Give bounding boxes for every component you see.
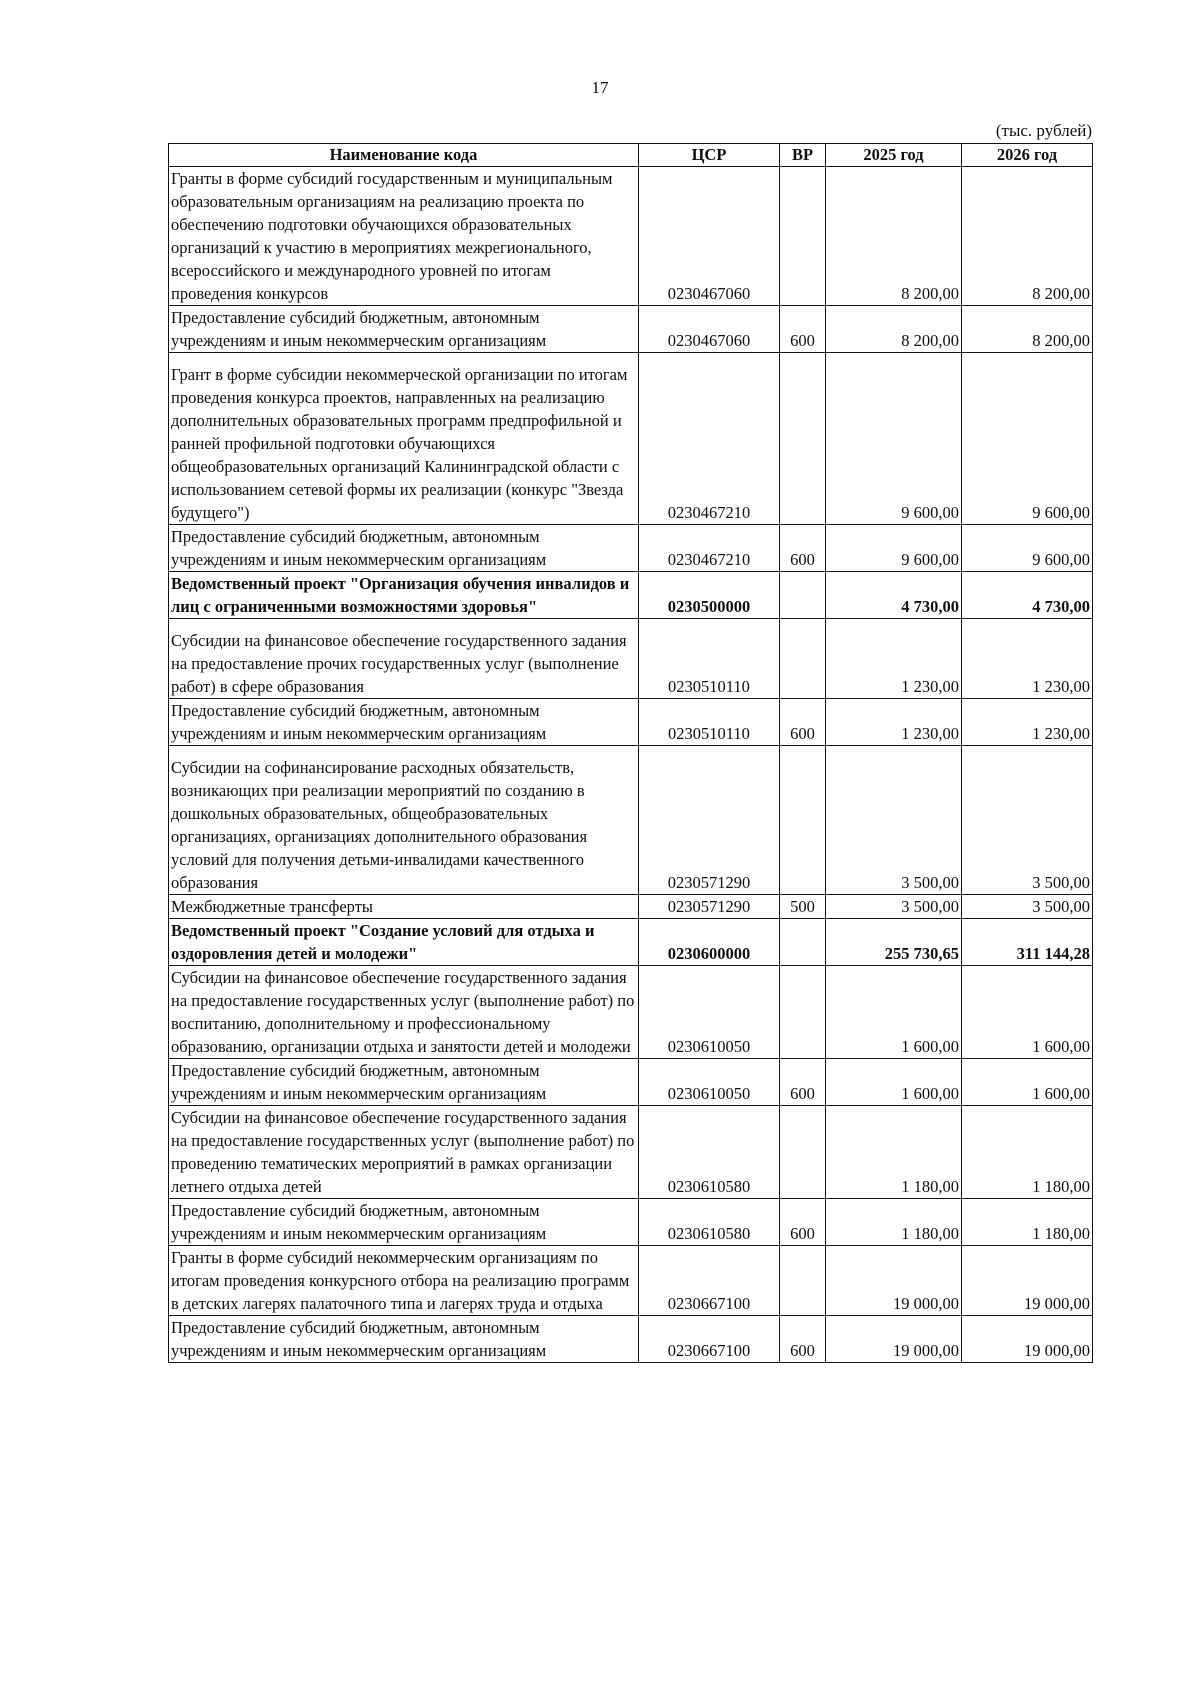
cell-vr: 600 (780, 699, 826, 746)
cell-2026: 4 730,00 (962, 572, 1093, 619)
cell-2026: 9 600,00 (962, 525, 1093, 572)
header-name: Наименование кода (169, 144, 639, 167)
cell-csr: 0230610050 (639, 966, 780, 1059)
cell-vr (780, 353, 826, 525)
cell-csr: 0230600000 (639, 919, 780, 966)
cell-name: Грант в форме субсидии некоммерческой организации по итогам проведения конкурса проектов, направленных на реализацию дополнительных образовательных программ предпрофильной и ранней профильной подготовки обучающихся общеобразовательных организаций Калининградской области с использованием сетевой формы их реализации (конкурс "Звезда будущего") (169, 353, 639, 525)
cell-2025: 8 200,00 (826, 306, 962, 353)
cell-name: Гранты в форме субсидий государственным и муниципальным образовательным организациям на реализацию проекта по обеспечению подготовки обучающихся образовательных организаций к участию в мероприятиях межрегионального, всероссийского и международного уровней по итогам проведения конкурсов (169, 167, 639, 306)
cell-2025: 1 600,00 (826, 1059, 962, 1106)
cell-vr: 600 (780, 1199, 826, 1246)
cell-csr: 0230510110 (639, 619, 780, 699)
cell-name: Предоставление субсидий бюджетным, автономным учреждениям и иным некоммерческим организациям (169, 306, 639, 353)
cell-2025: 1 180,00 (826, 1106, 962, 1199)
cell-csr: 0230467210 (639, 525, 780, 572)
table-row (169, 1316, 1093, 1363)
header-year-2026: 2026 год (962, 144, 1093, 167)
table-row (169, 167, 1093, 306)
cell-2026: 19 000,00 (962, 1316, 1093, 1363)
cell-name: Субсидии на финансовое обеспечение государственного задания на предоставление государственных услуг (выполнение работ) по воспитанию, дополнительному и профессиональному образованию, организации отдыха и занятости детей и молодежи (169, 966, 639, 1059)
table-row (169, 1199, 1093, 1246)
cell-name: Предоставление субсидий бюджетным, автономным учреждениям и иным некоммерческим организациям (169, 699, 639, 746)
cell-name: Субсидии на финансовое обеспечение государственного задания на предоставление государственных услуг (выполнение работ) по проведению тематических мероприятий в рамках организации летнего отдыха детей (169, 1106, 639, 1199)
cell-2025: 19 000,00 (826, 1316, 962, 1363)
cell-vr (780, 167, 826, 306)
table-row (169, 919, 1093, 966)
cell-2025: 1 180,00 (826, 1199, 962, 1246)
cell-2025: 3 500,00 (826, 895, 962, 919)
cell-name: Ведомственный проект "Создание условий для отдыха и оздоровления детей и молодежи" (169, 919, 639, 966)
table-body (169, 167, 1093, 1363)
table-row (169, 619, 1093, 699)
cell-csr: 0230610050 (639, 1059, 780, 1106)
cell-csr: 0230571290 (639, 746, 780, 895)
cell-vr: 600 (780, 525, 826, 572)
cell-vr (780, 966, 826, 1059)
cell-vr: 500 (780, 895, 826, 919)
cell-vr (780, 1106, 826, 1199)
cell-2026: 3 500,00 (962, 746, 1093, 895)
cell-vr (780, 572, 826, 619)
cell-2026: 1 230,00 (962, 619, 1093, 699)
cell-name: Субсидии на софинансирование расходных обязательств, возникающих при реализации мероприятий по созданию в дошкольных образовательных, общеобразовательных организациях, организациях дополнительного образования условий для получения детьми-инвалидами качественного образования (169, 746, 639, 895)
cell-name: Предоставление субсидий бюджетным, автономным учреждениям и иным некоммерческим организациям (169, 1199, 639, 1246)
cell-vr (780, 746, 826, 895)
cell-2025: 255 730,65 (826, 919, 962, 966)
cell-2026: 3 500,00 (962, 895, 1093, 919)
cell-2026: 9 600,00 (962, 353, 1093, 525)
cell-2026: 1 180,00 (962, 1106, 1093, 1199)
cell-2025: 8 200,00 (826, 167, 962, 306)
cell-2025: 1 230,00 (826, 699, 962, 746)
cell-vr (780, 919, 826, 966)
table-row (169, 572, 1093, 619)
table-row (169, 966, 1093, 1059)
cell-name: Ведомственный проект "Организация обучения инвалидов и лиц с ограниченными возможностями здоровья" (169, 572, 639, 619)
cell-csr: 0230667100 (639, 1316, 780, 1363)
cell-csr: 0230571290 (639, 895, 780, 919)
cell-csr: 0230510110 (639, 699, 780, 746)
cell-2026: 8 200,00 (962, 306, 1093, 353)
table-header-row (169, 144, 1093, 167)
cell-csr: 0230467060 (639, 306, 780, 353)
table-row (169, 306, 1093, 353)
cell-vr (780, 619, 826, 699)
header-vr: ВР (780, 144, 826, 167)
cell-csr: 0230667100 (639, 1246, 780, 1316)
cell-csr: 0230467210 (639, 353, 780, 525)
cell-2026: 1 180,00 (962, 1199, 1093, 1246)
cell-vr: 600 (780, 306, 826, 353)
cell-2026: 1 230,00 (962, 699, 1093, 746)
cell-name: Межбюджетные трансферты (169, 895, 639, 919)
header-year-2025: 2025 год (826, 144, 962, 167)
cell-csr: 0230610580 (639, 1199, 780, 1246)
table-row (169, 525, 1093, 572)
table-row (169, 1059, 1093, 1106)
units-label: (тыс. рублей) (995, 121, 1092, 140)
cell-name: Предоставление субсидий бюджетным, автономным учреждениям и иным некоммерческим организациям (169, 1059, 639, 1106)
header-csr: ЦСР (639, 144, 780, 167)
cell-name: Субсидии на финансовое обеспечение государственного задания на предоставление прочих государственных услуг (выполнение работ) в сфере образования (169, 619, 639, 699)
cell-2026: 1 600,00 (962, 966, 1093, 1059)
cell-name: Гранты в форме субсидий некоммерческим организациям по итогам проведения конкурсного отбора на реализацию программ в детских лагерях палаточного типа и лагерях труда и отдыха (169, 1246, 639, 1316)
cell-2025: 9 600,00 (826, 353, 962, 525)
cell-2026: 1 600,00 (962, 1059, 1093, 1106)
page-number: 17 (591, 78, 609, 97)
cell-vr: 600 (780, 1316, 826, 1363)
cell-2025: 19 000,00 (826, 1246, 962, 1316)
cell-csr: 0230500000 (639, 572, 780, 619)
budget-table (168, 143, 1093, 1363)
cell-vr: 600 (780, 1059, 826, 1106)
cell-csr: 0230610580 (639, 1106, 780, 1199)
cell-2026: 19 000,00 (962, 1246, 1093, 1316)
table-row (169, 746, 1093, 895)
table-row (169, 353, 1093, 525)
cell-2025: 4 730,00 (826, 572, 962, 619)
table-row (169, 1246, 1093, 1316)
table-row (169, 1106, 1093, 1199)
table-row (169, 699, 1093, 746)
cell-2026: 311 144,28 (962, 919, 1093, 966)
table-row (169, 895, 1093, 919)
cell-csr: 0230467060 (639, 167, 780, 306)
cell-name: Предоставление субсидий бюджетным, автономным учреждениям и иным некоммерческим организациям (169, 1316, 639, 1363)
cell-2025: 1 230,00 (826, 619, 962, 699)
cell-2025: 9 600,00 (826, 525, 962, 572)
cell-2025: 1 600,00 (826, 966, 962, 1059)
cell-name: Предоставление субсидий бюджетным, автономным учреждениям и иным некоммерческим организациям (169, 525, 639, 572)
cell-2025: 3 500,00 (826, 746, 962, 895)
cell-2026: 8 200,00 (962, 167, 1093, 306)
cell-vr (780, 1246, 826, 1316)
